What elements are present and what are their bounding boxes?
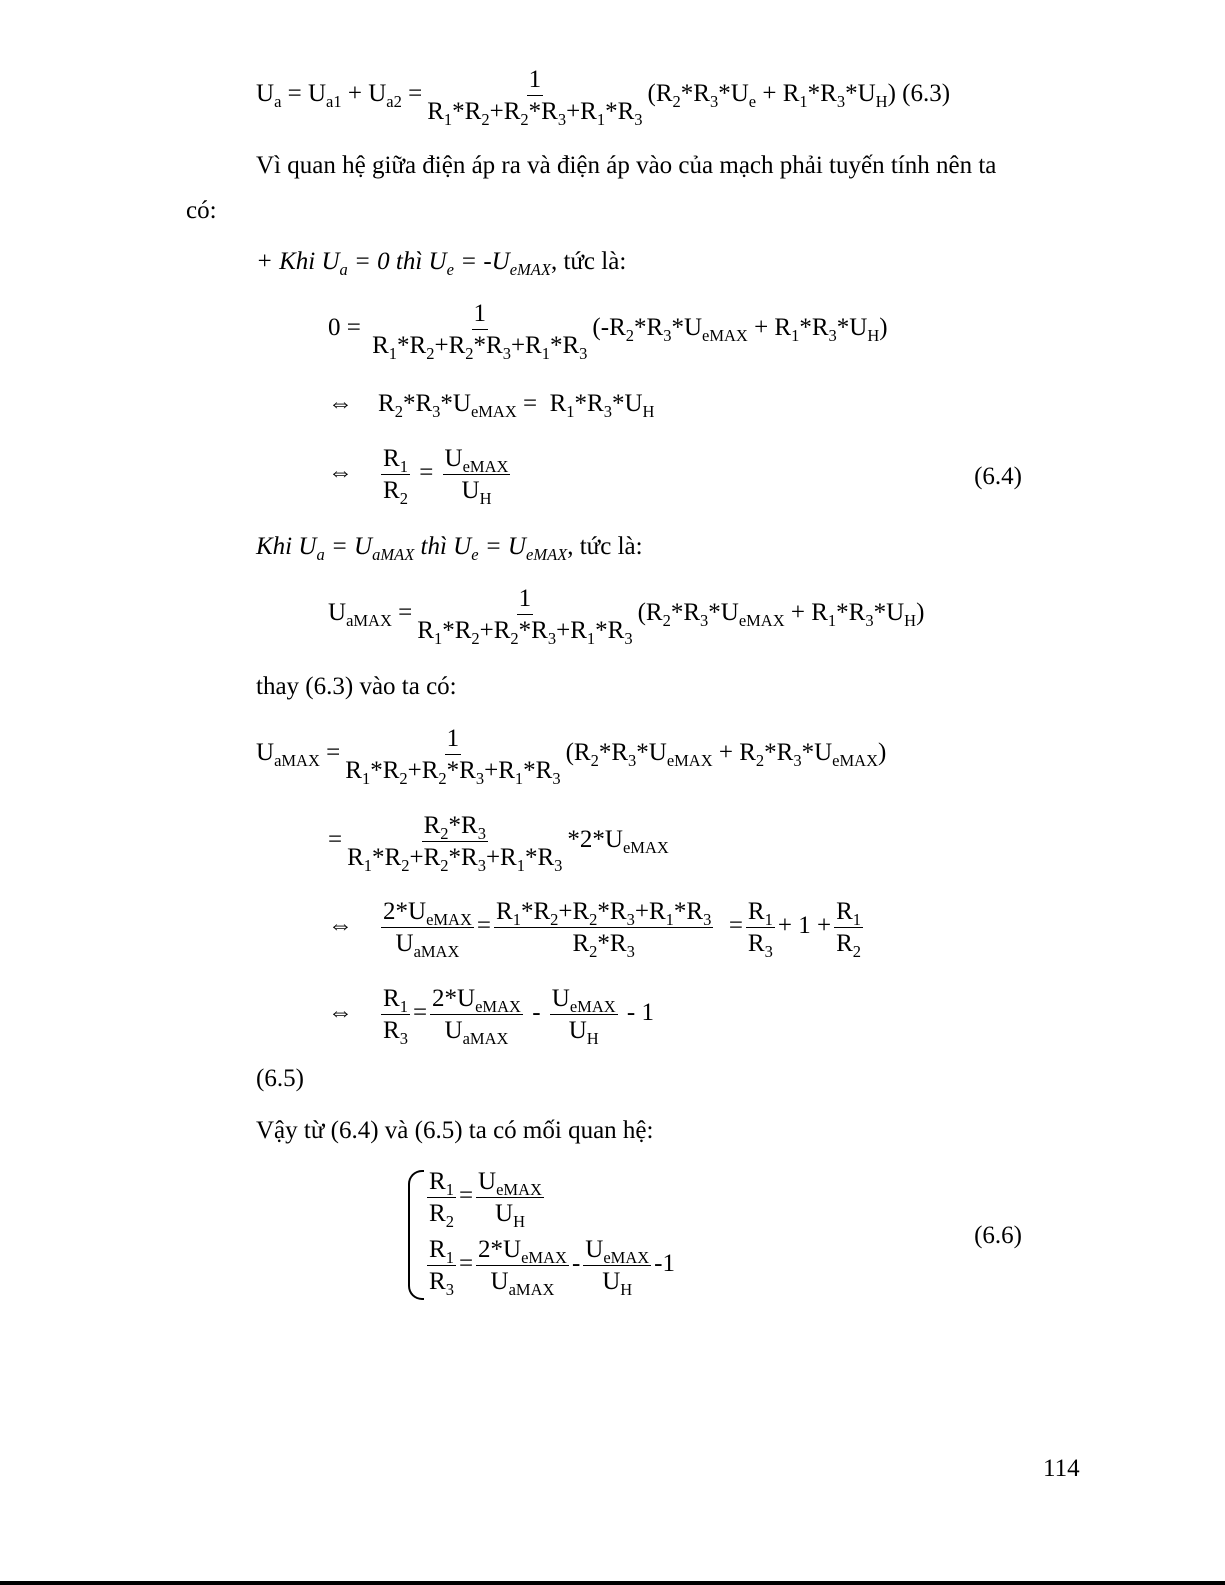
thay-text: thay (6.3) vào ta có: — [256, 673, 457, 700]
equation-number-6-6: (6.6) — [974, 1222, 1022, 1249]
equation-number-6-3: (6.3) — [902, 80, 951, 108]
equation-number-6-5: (6.5) — [256, 1065, 304, 1092]
case1-heading: + Khi $U_a = 0$ thì $U_e = -U_{eMAX}$, tức là: — [256, 248, 627, 279]
equation-substitution-a: $U_{aMAX}$ = $\frac{1}{R_1*R_2+R_2*R_3+R_1*R_3}$ $(R_2*R_3*U_{eMAX} + R_2*R_3*U_{eMAX})$ — [256, 725, 887, 788]
case2-heading: Khi $U_a = U_{aMAX}$ thì $U_e = U_{eMAX}$, tức là: — [256, 533, 643, 564]
page-bottom-bar — [0, 1581, 1225, 1585]
equation-number-6-4: (6.4) — [974, 463, 1022, 490]
system-brace — [408, 1170, 424, 1300]
system-row-2: $\frac{R_1}{R_3}$ = $\frac{2*U_{eMAX}}{U_{aMAX}}$ - $\frac{U_{eMAX}}{U_H}$ -1 — [429, 1236, 675, 1299]
equation-case1-b: ⇔ $R_2*R_3*U_{eMAX} = R_1*R_3*U_H$ — [328, 390, 655, 421]
case1-intro: + Khi U — [256, 248, 340, 275]
equation-case2: $U_{aMAX}$ = $\frac{1}{R_1*R_2+R_2*R_3+R_1*R_3}$ $(R_2*R_3*U_{eMAX} + R_1*R_3*U_H)$ — [328, 585, 925, 648]
case2-tail: , tức là: — [567, 533, 643, 560]
equation-6-4: ⇔ $\frac{R_1}{R_2}$ = $\frac{U_{eMAX}}{U_H}$ — [328, 445, 509, 508]
equation-6-5: ⇔ $\frac{R_1}{R_3}$ = $\frac{2*U_{eMAX}}{U_{aMAX}}$ - $\frac{U_{eMAX}}{U_H}$ - 1 — [328, 985, 654, 1048]
equation-6-3: $U_a = U_{a1} + U_{a2}$ = $\frac{1}{R_1*R_2+R_2*R_3+R_1*R_3}$ $(R_2*R_3*U_e + R_1*R_3*U_H)$ (6.3) — [256, 66, 951, 129]
system-row-1: $\frac{R_1}{R_2}$ = $\frac{U_{eMAX}}{U_H}$ — [429, 1168, 542, 1231]
case2-intro: Khi U — [256, 533, 317, 560]
conclusion-text: Vậy từ (6.4) và (6.5) ta có mối quan hệ: — [256, 1117, 654, 1144]
equation-case1-a: 0 = $\frac{1}{R_1*R_2+R_2*R_3+R_1*R_3}$ $(-R_2*R_3*U_{eMAX} + R_1*R_3*U_H)$ — [328, 300, 888, 363]
paragraph-line-2: có: — [186, 197, 217, 224]
case1-tail: , tức là: — [550, 248, 627, 275]
paragraph-line-1: Vì quan hệ giữa điện áp ra và điện áp vào của mạch phải tuyến tính nên ta — [256, 152, 997, 179]
equation-substitution-c: ⇔ $\frac{2*U_{eMAX}}{U_{aMAX}}$ = $\frac{R_1*R_2+R_2*R_3+R_1*R_3}{R_2*R_3}$ = $\frac{R_1}{R_3}$ + 1 + $\frac{R_1}{R_2}$ — [328, 898, 861, 961]
equation-substitution-b: = $\frac{R_2*R_3}{R_1*R_2+R_2*R_3+R_1*R_3}$ $*2*U_{eMAX}$ — [328, 812, 669, 875]
page-number: 114 — [1043, 1455, 1080, 1482]
